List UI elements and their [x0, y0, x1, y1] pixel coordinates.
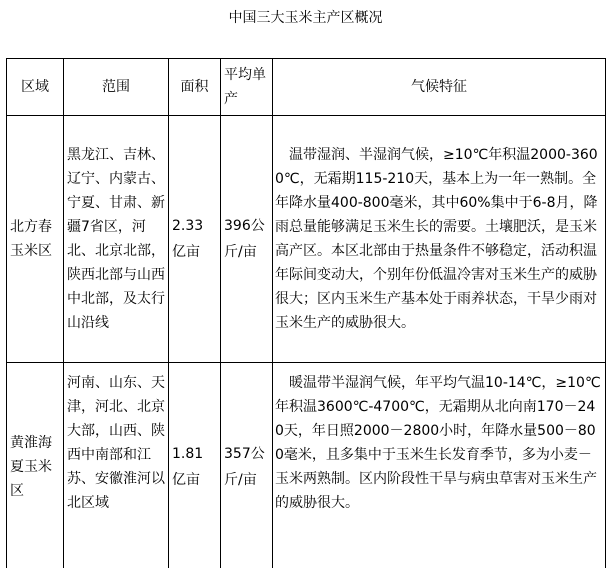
- header-climate: 气候特征: [273, 59, 606, 116]
- region-cell: 北方春玉米区: [7, 116, 64, 363]
- header-region: 区域: [7, 59, 64, 116]
- header-scope: 范围: [64, 59, 169, 116]
- yield-cell: 357公斤/亩: [221, 363, 273, 568]
- yield-cell: 396公斤/亩: [221, 116, 273, 363]
- climate-cell: 温带湿润、半湿润气候，≥10℃年积温2000-3600℃，无霜期115-210天，基本上为一年一熟制。全年降水量400-800毫米，其中60%集中于6-8月，降雨总量能够满足玉米生长的需要。土壤肥沃，是玉米高产区。本区北部由于热量条件不够稳定，活动积温年际间变动大，个别年份低温冷害对玉米生产的威胁很大；区内玉米生产基本处于雨养状态，干旱少雨对玉米生产的威胁很大。: [273, 116, 606, 363]
- area-cell: 1.81亿亩: [169, 363, 221, 568]
- scope-cell: 黑龙江、吉林、辽宁、内蒙古、宁夏、甘肃、新疆7省区，河北、北京北部，陕西北部与山西中北部，及太行山沿线: [64, 116, 169, 363]
- document-title: 中国三大玉米主产区概况: [228, 10, 383, 26]
- header-yield: 平均单产: [221, 59, 273, 116]
- table-header-row: [7, 59, 606, 116]
- header-area: 面积: [169, 59, 221, 116]
- table-row: [7, 363, 606, 568]
- climate-cell: 暖温带半湿润气候，年平均气温10-14℃，≥10℃年积温3600℃-4700℃，无霜期从北向南170－240天，年日照2000－2800小时，年降水量500－800毫米，且多集中于玉米生长发育季节，多为小麦－玉米两熟制。区内阶段性干旱与病虫草害对玉米生产的威胁很大。: [273, 363, 606, 568]
- maize-regions-table: [6, 58, 606, 568]
- table-row: [7, 116, 606, 363]
- region-cell: 黄淮海夏玉米区: [7, 363, 64, 568]
- scope-cell: 河南、山东、天津，河北、北京大部，山西、陕西中南部和江苏、安徽淮河以北区域: [64, 363, 169, 568]
- area-cell: 2.33亿亩: [169, 116, 221, 363]
